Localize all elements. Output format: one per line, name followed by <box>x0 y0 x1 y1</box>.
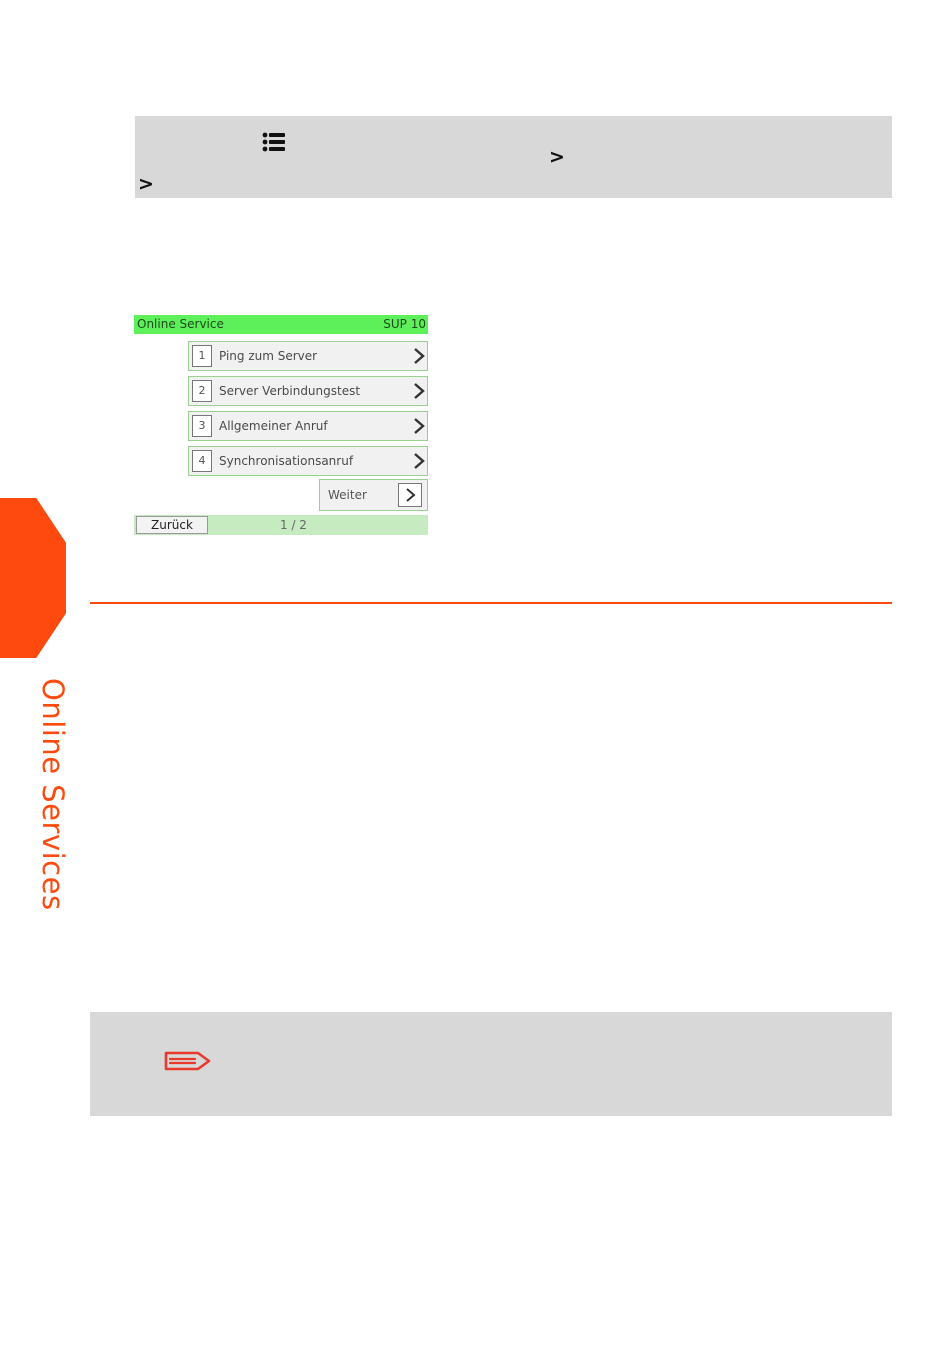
note-box <box>90 1012 892 1116</box>
menu-item-connection-test[interactable] <box>188 376 428 406</box>
menu-item-number: 1 <box>192 345 212 367</box>
screen-title: Online Service <box>137 317 224 331</box>
chevron-right-icon <box>413 347 425 368</box>
chapter-label: Online Services <box>36 678 70 911</box>
page-indicator: 1 / 2 <box>280 518 307 532</box>
chevron-right-icon <box>413 382 425 403</box>
back-button[interactable]: Zurück <box>136 516 208 534</box>
screen-footer <box>134 515 428 535</box>
menu-item-label: Synchronisationsanruf <box>219 454 354 468</box>
menu-item-label: Ping zum Server <box>219 349 318 363</box>
menu-item-sync-call[interactable] <box>188 446 428 476</box>
screen-code: SUP 10 <box>383 317 426 331</box>
menu-item-number: 2 <box>192 380 212 402</box>
navigation-path-box <box>135 116 892 198</box>
next-button[interactable] <box>319 479 428 511</box>
chevron-right-icon <box>413 452 425 473</box>
menu-item-ping[interactable] <box>188 341 428 371</box>
chevron-right-icon: > <box>138 173 154 195</box>
section-divider <box>90 602 892 604</box>
device-screen <box>134 315 428 535</box>
screen-header <box>134 315 428 334</box>
chapter-tab <box>0 498 66 658</box>
menu-item-number: 3 <box>192 415 212 437</box>
pen-icon <box>163 1049 213 1078</box>
menu-item-label: Allgemeiner Anruf <box>219 419 328 433</box>
chevron-right-icon <box>413 417 425 438</box>
menu-item-general-call[interactable] <box>188 411 428 441</box>
list-icon <box>262 132 286 157</box>
menu-item-number: 4 <box>192 450 212 472</box>
next-button-label: Weiter <box>328 488 367 502</box>
chevron-right-icon <box>398 483 422 507</box>
menu-item-label: Server Verbindungstest <box>219 384 361 398</box>
chevron-right-icon: > <box>549 146 565 168</box>
